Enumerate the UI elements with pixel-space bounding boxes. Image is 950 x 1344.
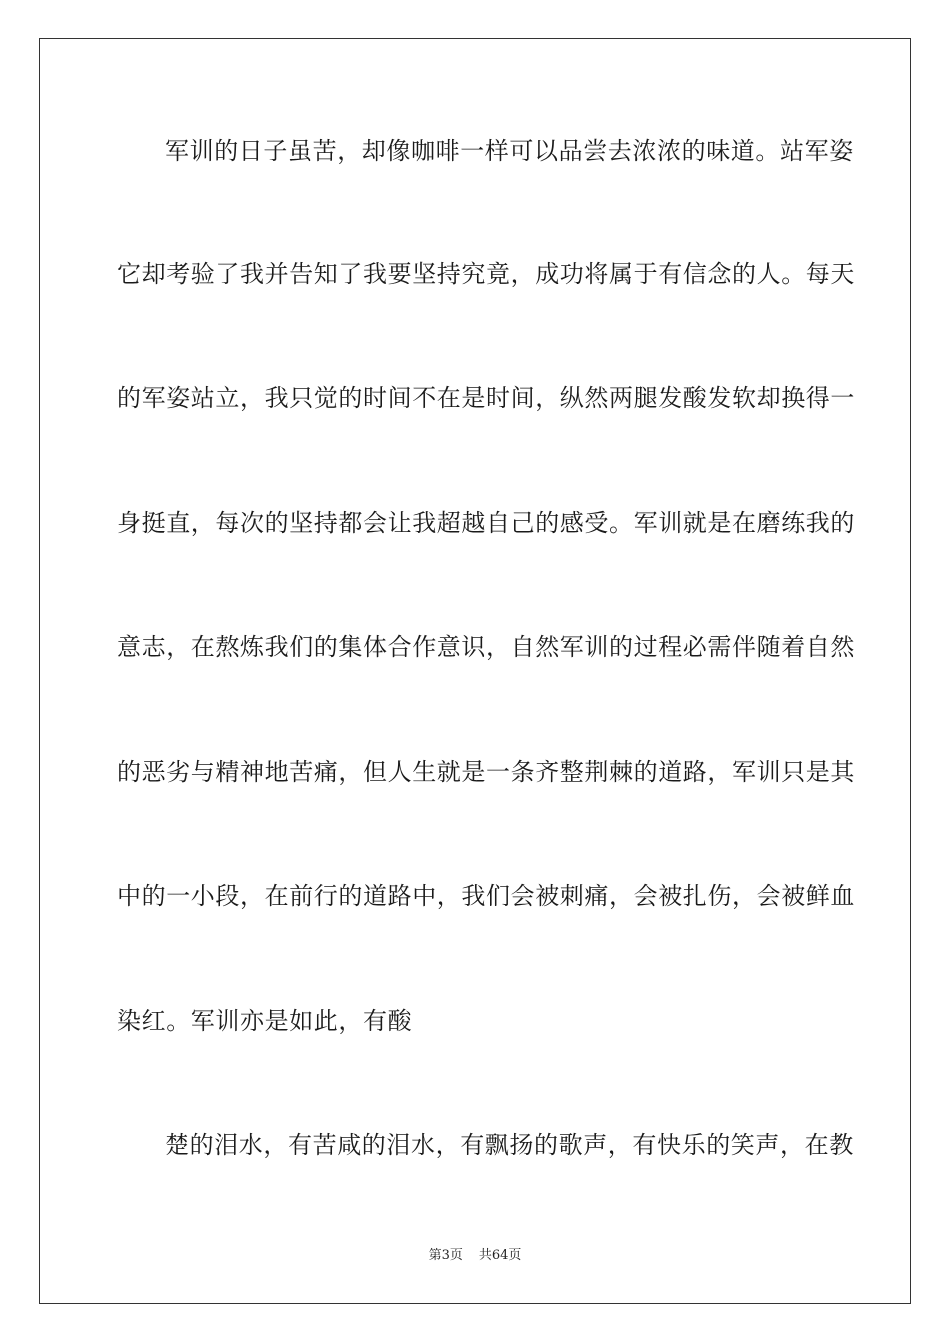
page-border [39, 38, 911, 1304]
paragraph-1-line-4: 身挺直，每次的坚持都会让我超越自己的感受。军训就是在磨练我的 [117, 509, 855, 537]
page-footer [0, 1247, 950, 1265]
paragraph-1-line-7: 中的一小段，在前行的道路中，我们会被刺痛，会被扎伤，会被鲜血 [117, 882, 855, 910]
paragraph-2-line-1: 楚的泪水，有苦咸的泪水，有飘扬的歌声，有快乐的笑声，在教 [165, 1131, 854, 1159]
page-number: 第3页 [428, 1248, 463, 1263]
paragraph-1-line-1: 军训的日子虽苦，却像咖啡一样可以品尝去浓浓的味道。站军姿 [165, 137, 854, 165]
paragraph-1-line-2: 它却考验了我并告知了我要坚持究竟，成功将属于有信念的人。每天 [117, 260, 855, 288]
paragraph-1-line-5: 意志，在熬炼我们的集体合作意识，自然军训的过程必需伴随着自然 [117, 633, 855, 661]
paragraph-1-line-6: 的恶劣与精神地苦痛，但人生就是一条齐整荆棘的道路，军训只是其 [117, 758, 855, 786]
page-total: 共64页 [478, 1248, 522, 1263]
paragraph-1-line-3: 的军姿站立，我只觉的时间不在是时间，纵然两腿发酸发软却换得一 [117, 384, 855, 412]
paragraph-1-line-8: 染红。军训亦是如此，有酸 [117, 1007, 413, 1035]
